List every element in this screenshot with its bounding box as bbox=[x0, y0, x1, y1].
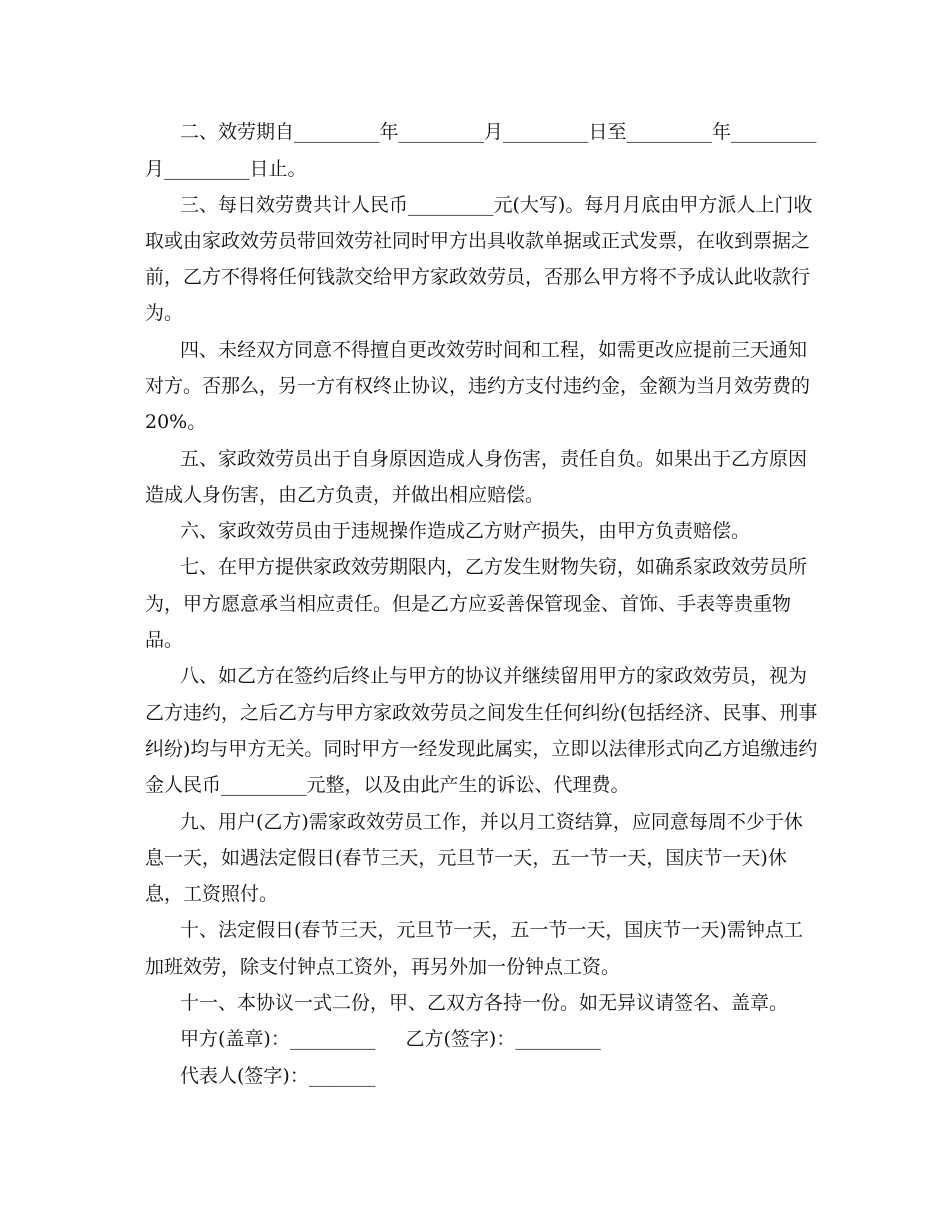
clause-9-line-2: 息一天，如遇法定假日(春节三天，元旦节一天，五一节一天，国庆节一天)休 bbox=[145, 847, 787, 869]
clause-2-line-2: 月_________日止。 bbox=[145, 158, 307, 180]
clause-5-line-2: 造成人身伤害，由乙方负责，并做出相应赔偿。 bbox=[145, 484, 545, 506]
clause-7-line-1: 七、在甲方提供家政效劳期限内，乙方发生财物失窃，如确系家政效劳员所 bbox=[180, 556, 808, 578]
clause-10-line-1: 十、法定假日(春节三天，元旦节一天，五一节一天，国庆节一天)需钟点工 bbox=[180, 919, 803, 941]
clause-3-line-1: 三、每日效劳费共计人民币_________元(大写)。每月月底由甲方派人上门收 bbox=[180, 194, 813, 216]
clause-3-line-2: 取或由家政效劳员带回效劳社同时甲方出具收款单据或正式发票，在收到票据之 bbox=[145, 230, 811, 252]
clause-2-line-1: 二、效劳期自_________年_________月_________日至_________年_________ bbox=[180, 121, 817, 143]
clause-8-line-4: 金人民币_________元整，以及由此产生的诉讼、代理费。 bbox=[145, 774, 630, 796]
clause-3-line-3: 前，乙方不得将任何钱款交给甲方家政效劳员，否那么甲方将不予成认此收款行 bbox=[145, 266, 811, 288]
clause-3-line-4: 为。 bbox=[145, 302, 184, 324]
clause-4-line-1: 四、未经双方同意不得擅自更改效劳时间和工程，如需更改应提前三天通知 bbox=[180, 339, 808, 361]
clause-8-line-1: 八、如乙方在签约后终止与甲方的协议并继续留用甲方的家政效劳员，视为 bbox=[180, 665, 808, 687]
clause-7-line-3: 品。 bbox=[145, 629, 184, 651]
clause-8-line-2: 乙方违约，之后乙方与甲方家政效劳员之间发生任何纠纷(包括经济、民事、刑事 bbox=[145, 702, 818, 724]
clause-9-line-1: 九、用户(乙方)需家政效劳员工作，并以月工资结算，应同意每周不少于休 bbox=[180, 811, 803, 833]
signature-line-parties: 甲方(盖章)：_________ 乙方(签字)：_________ bbox=[180, 1028, 601, 1050]
clause-6-line-1: 六、家政效劳员由于违规操作造成乙方财产损失，由甲方负责赔偿。 bbox=[180, 520, 751, 542]
signature-line-representative: 代表人(签字)：_______ bbox=[180, 1065, 376, 1087]
clause-10-line-2: 加班效劳，除支付钟点工资外，再另外加一份钟点工资。 bbox=[145, 956, 621, 978]
clause-4-line-2: 对方。否那么，另一方有权终止协议，违约方支付违约金，金额为当月效劳费的 bbox=[145, 375, 811, 397]
clause-11-line-1: 十一、本协议一式二份，甲、乙双方各持一份。如无异议请签名、盖章。 bbox=[180, 992, 789, 1014]
clause-9-line-3: 息，工资照付。 bbox=[145, 883, 279, 905]
clause-7-line-2: 为，甲方愿意承当相应责任。但是乙方应妥善保管现金、首饰、手表等贵重物 bbox=[145, 593, 792, 615]
clause-4-line-3: 20%。 bbox=[145, 411, 207, 433]
clause-5-line-1: 五、家政效劳员出于自身原因造成人身伤害，责任自负。如果出于乙方原因 bbox=[180, 448, 808, 470]
clause-8-line-3: 纠纷)均与甲方无关。同时甲方一经发现此属实，立即以法律形式向乙方追缴违约 bbox=[145, 738, 818, 760]
